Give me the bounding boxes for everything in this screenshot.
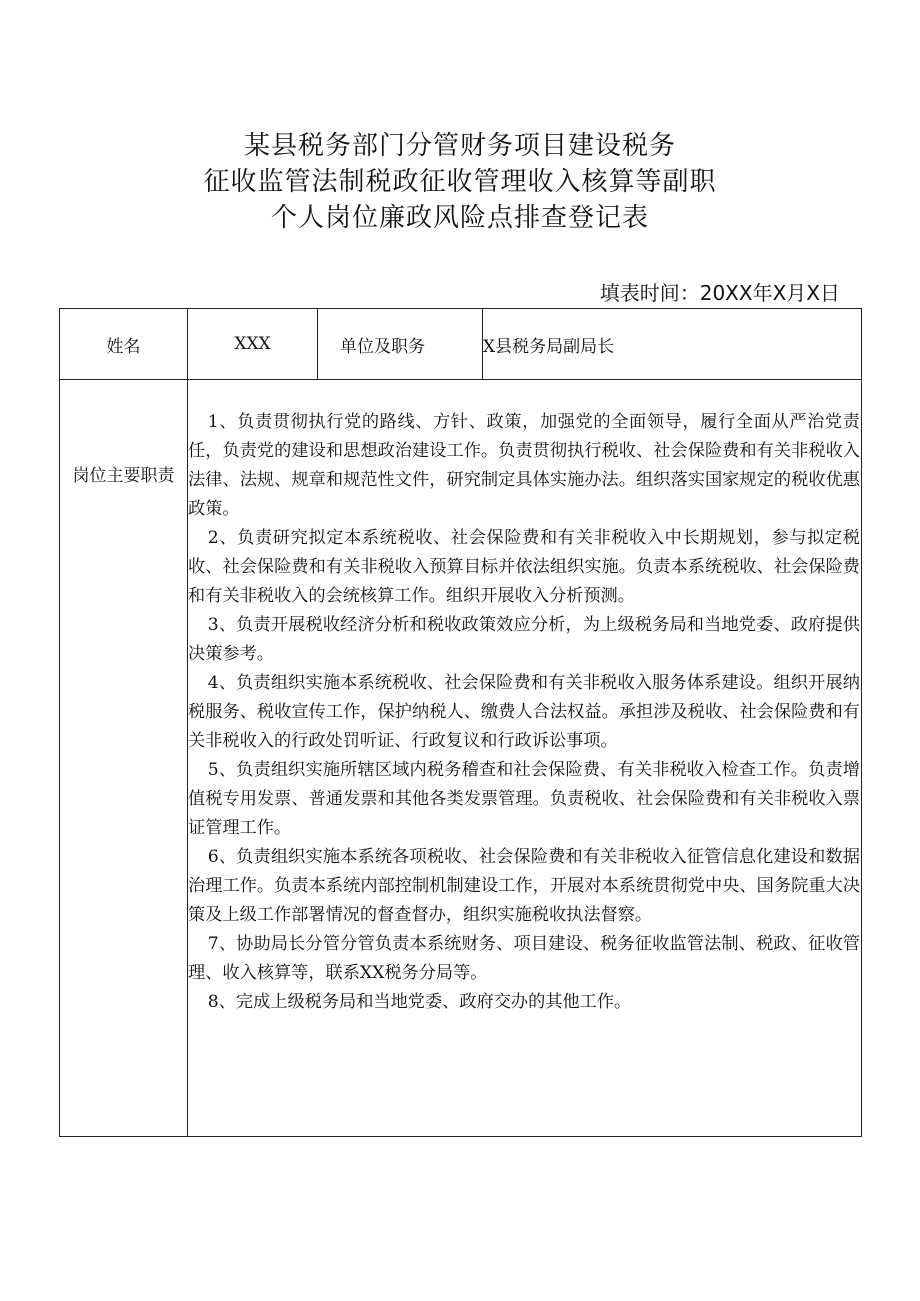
title-line-2: 征收监管法制税政征收管理收入核算等副职 bbox=[203, 167, 717, 197]
duty-item: 2、负责研究拟定本系统税收、社会保险费和有关非税收入中长期规划，参与拟定税收、社会保险费和有关非税收入预算目标并依法组织实施。负责本系统税收、社会保险费和有关非税收入的会统核算工作。组织开展收入分析预测。 bbox=[188, 528, 860, 606]
registration-table bbox=[59, 308, 862, 1137]
document-title bbox=[0, 128, 920, 236]
duty-item: 7、协助局长分管分管负责本系统财务、项目建设、税务征收监管法制、税政、征收管理、收入核算等，联系XX税务分局等。 bbox=[188, 934, 860, 983]
title-line-3: 个人岗位廉政风险点排查登记表 bbox=[270, 203, 649, 233]
fill-date: 填表时间：20XX年X月X日 bbox=[599, 281, 840, 305]
duty-item: 8、完成上级税务局和当地党委、政府交办的其他工作。 bbox=[207, 992, 632, 1012]
duty-row bbox=[60, 380, 862, 1137]
name-label: 姓名 bbox=[60, 309, 188, 380]
duty-item: 6、负责组织实施本系统各项税收、社会保险费和有关非税收入征管信息化建设和数据治理工作。负责本系统内部控制机制建设工作，开展对本系统贯彻党中央、国务院重大决策及上级工作部署情况的督查督办，组织实施税收执法督察。 bbox=[188, 847, 860, 925]
unit-value: X县税务局副局长 bbox=[483, 309, 862, 380]
title-line-1: 某县税务部门分管财务项目建设税务 bbox=[243, 131, 676, 161]
duty-label-cell bbox=[60, 380, 188, 1137]
duty-item: 3、负责开展税收经济分析和税收政策效应分析，为上级税务局和当地党委、政府提供决策参考。 bbox=[188, 615, 860, 664]
duty-item: 5、负责组织实施所辖区域内税务稽查和社会保险费、有关非税收入检查工作。负责增值税专用发票、普通发票和其他各类发票管理。负责税收、社会保险费和有关非税收入票证管理工作。 bbox=[188, 760, 860, 838]
name-value: XXX bbox=[188, 309, 318, 380]
duty-item: 4、负责组织实施本系统税收、社会保险费和有关非税收入服务体系建设。组织开展纳税服务、税收宣传工作，保护纳税人、缴费人合法权益。承担涉及税收、社会保险费和有关非税收入的行政处罚听证、行政复议和行政诉讼事项。 bbox=[188, 673, 860, 751]
duty-content bbox=[188, 380, 862, 1137]
unit-label: 单位及职务 bbox=[318, 309, 483, 380]
duty-item: 1、负责贯彻执行党的路线、方针、政策，加强党的全面领导，履行全面从严治党责任，负责党的建设和思想政治建设工作。负责贯彻执行税收、社会保险费和有关非税收入法律、法规、规章和规范性文件，研究制定具体实施办法。组织落实国家规定的税收优惠政策。 bbox=[188, 412, 860, 519]
duty-label: 岗位主要职责 bbox=[72, 466, 175, 486]
info-row bbox=[60, 309, 862, 380]
